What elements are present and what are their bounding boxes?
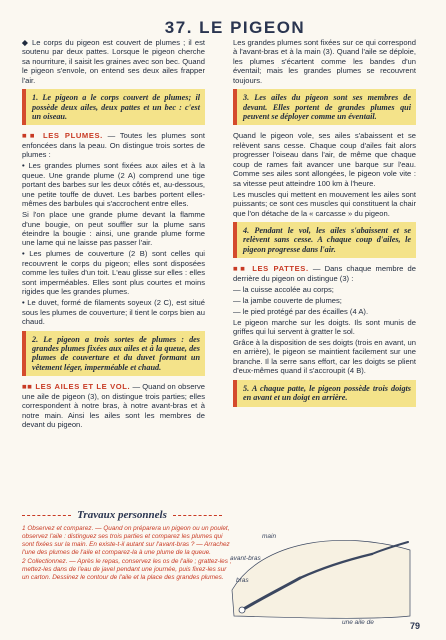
wing-skeleton-figure bbox=[222, 520, 420, 630]
left-column bbox=[22, 38, 205, 431]
section-plumes: ■■ LES PLUMES. — Toutes les plumes sont enfoncées dans la peau. On distingue trois sortes de plumes : bbox=[22, 131, 205, 160]
page-number: 79 bbox=[410, 621, 421, 631]
section-pattes: ■■ LES PATTES. — Dans chaque membre de derrière du pigeon on distingue (3) : bbox=[233, 264, 416, 283]
shoulder-joint bbox=[239, 607, 245, 613]
list-item-cuisse: — la cuisse accolée au corps; bbox=[233, 284, 334, 294]
right-column bbox=[233, 38, 416, 413]
paragraph-muscles: Les muscles qui mettent en mouvement les ailes sont puissants; ce sont ces muscles qui constituent la chair que l'on détache de la « carcasse » du pigeon. bbox=[233, 189, 416, 218]
page-title: 37. LE PIGEON bbox=[164, 18, 306, 37]
label-main: main bbox=[262, 533, 277, 540]
paragraph-bougie: Si l'on place une grande plume devant la flamme d'une bougie, on peut souffler sur la plume sans éteindre la bougie : ainsi, une grande plume forme une lame qui ne laisse pas passer l'air. bbox=[22, 210, 205, 248]
divider bbox=[173, 515, 222, 516]
paragraph-branche: Grâce à la disposition de ses doigts (trois en avant, un en arrière), le pigeon se maintient facilement sur une branche. Il la serre sans effort, car les doigts se plient d'eux-mêmes quand il s'accroupit (4 B). bbox=[233, 337, 416, 376]
wing-outline bbox=[232, 540, 410, 618]
list-item-jambe: — la jambe couverte de plumes; bbox=[233, 295, 342, 305]
summary-box-1: 1. Le pigeon a le corps couvert de plumes; il possède deux ailes, deux pattes et un bec : c'est un oiseau. bbox=[22, 89, 205, 125]
exercise-collectionnez: 2 Collectionnez. — Après le repas, conservez les os de l'aile ; grattez-les ; mettez-les dans de l'eau de javel pendant une journée, puis fixez-les sur un carton. Dessinez le contour de l'aile et la place des grandes plumes. bbox=[22, 558, 232, 581]
summary-box-2: 2. Le pigeon a trois sortes de plumes : des grandes plumes fixées aux ailes et à la queue, des plumes de couverture et du duvet formant un vêtement léger, imperméable et chaud. bbox=[22, 331, 205, 377]
section-title-ailes: ■■ LES AILES ET LE VOL. bbox=[22, 382, 131, 392]
section-title-pattes: ■■ LES PATTES. bbox=[233, 264, 309, 274]
summary-box-4: 4. Pendant le vol, les ailes s'abaissent et se relèvent sans cesse. A chaque coup d'ailes, le pigeon progresse dans l'air. bbox=[233, 222, 416, 258]
divider bbox=[22, 515, 71, 516]
label-bras: bras bbox=[236, 577, 249, 584]
bullet-grandes-plumes: • Les grandes plumes sont fixées aux ailes et à la queue. Une grande plume (2 A) comprend une tige portant des barbes sur les deux côtés et, au-dessous, une petite touffe de duvet. Les barbes portent elles-mêmes des barbules qui s'accrochent entre elles. bbox=[22, 161, 206, 209]
section-ailes: ■■ LES AILES ET LE VOL. — Quand on observe une aile de pigeon (3), on distingue trois parties; elles correspondent à notre bras, à notre avant-bras et à notre main. Ainsi les ailes sont les membres de devant du pigeon. bbox=[22, 382, 205, 429]
paragraph-vol: Quand le pigeon vole, ses ailes s'abaissent et se relèvent sans cesse. Chaque coup d'ailes fait alors progresser l'oiseau dans l'air, de même que chaque coup de rames fait avancer une barque sur l'eau. Comme ses ailes sont allongées, le pigeon vole vite : sa vitesse peut atteindre 100 km à l'heure. bbox=[233, 131, 416, 188]
summary-box-3: 3. Les ailes du pigeon sont ses membres de devant. Elles portent de grandes plumes qui peuvent se déployer comme un éventail. bbox=[233, 89, 416, 125]
figure-caption: une aile de bbox=[342, 619, 374, 626]
summary-box-5: 5. A chaque patte, le pigeon possède trois doigts en avant et un doigt en arrière. bbox=[233, 380, 416, 407]
list-item-pied: — le pied protégé par des écailles (4 A). bbox=[233, 306, 369, 316]
exercise-observez: 1 Observez et comparez. — Quand on préparera un pigeon ou un poulet, observez l'aile : distinguez ses trois parties et comparez les plumes qui sont fixées sur la main. En existe-t-il autant sur l'avant-bras ? — Arrachez l'une des plumes de l'aile et comparez-la à une plume de la queue. bbox=[22, 525, 230, 556]
travaux-title: Travaux personnels bbox=[77, 509, 167, 521]
label-avant-bras: avant-bras bbox=[230, 555, 261, 562]
paragraph-doigts: Le pigeon marche sur les doigts. Ils sont munis de griffes qui lui servent à gratter le sol. bbox=[233, 317, 416, 336]
intro-paragraph: ◆ Le corps du pigeon est couvert de plumes ; il est soutenu par deux pattes. Lorsque le pigeon cherche sa nourriture, il saisit les graines avec son bec. Quand le pigeon s'envole, on entend ses deux ailes frapper l'air. bbox=[22, 38, 205, 85]
bullet-duvet: • Le duvet, formé de filaments soyeux (2 C), est situé sous les plumes de couverture; il tient le corps bien au chaud. bbox=[22, 298, 205, 327]
travaux-text bbox=[22, 525, 232, 583]
bullet-plumes-couverture: • Les plumes de couverture (2 B) sont celles qui recouvrent le corps du pigeon; elles sont disposées comme les tuiles d'un toit. L'eau glisse sur elles : elles sont imperméables. Elles sont plus courtes et moins rigides que les grandes plumes. bbox=[22, 249, 205, 297]
paragraph-grandes-plumes: Les grandes plumes sont fixées sur ce qui correspond à l'avant-bras et à la main (3). Quand l'aile se déploie, les plumes s'écartent comme les bandes d'un éventail; mais les grandes plumes se recouvrent toujours. bbox=[233, 38, 416, 85]
section-title-plumes: ■■ LES PLUMES. bbox=[22, 131, 103, 141]
